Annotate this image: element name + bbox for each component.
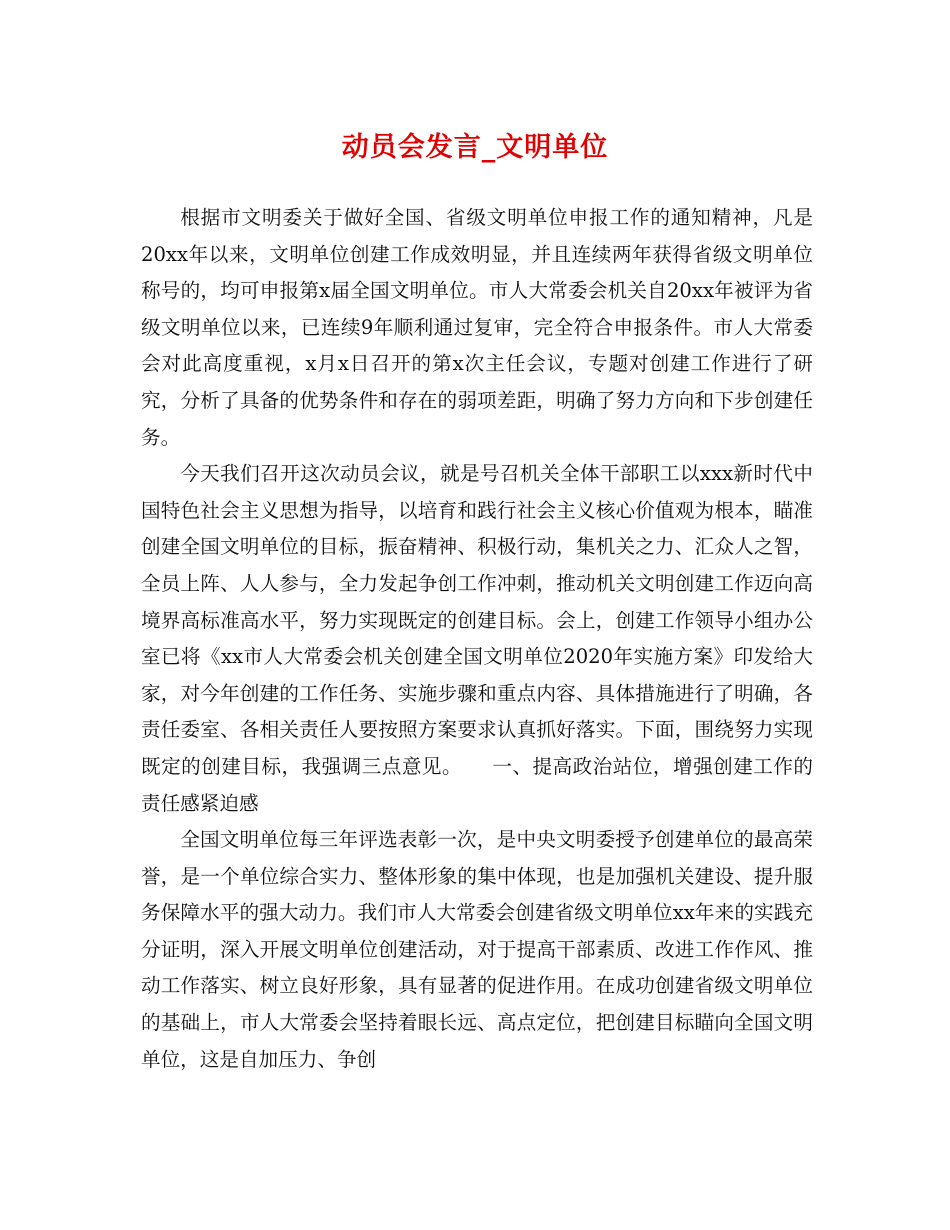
paragraph-1: 根据市文明委关于做好全国、省级文明单位申报工作的通知精神，凡是20xx年以来，文明单位创建工作成效明显，并且连续两年获得省级文明单位称号的，均可申报第x届全国文明单位。市人大常委会机关自20xx年被评为省级文明单位以来，已连续9年顺利通过复审，完全符合申报条件。市人大常委会对此高度重视，x月x日召开的第x次主任会议，专题对创建工作进行了研究，分析了具备的优势条件和存在的弱项差距，明确了努力方向和下步创建任务。 [141,206,813,449]
document-body [141,200,813,1078]
paragraph-2: 今天我们召开这次动员会议，就是号召机关全体干部职工以xxx新时代中国特色社会主义思想为指导，以培育和践行社会主义核心价值观为根本，瞄准创建全国文明单位的目标，振奋精神、积极行动，集机关之力、汇众人之智，全员上阵、人人参与，全力发起争创工作冲刺，推动机关文明创建工作迈向高境界高标准高水平，努力实现既定的创建目标。会上，创建工作领导小组办公室已将《xx市人大常委会机关创建全国文明单位2020年实施方案》印发给大家，对今年创建的工作任务、实施步骤和重点内容、具体措施进行了明确，各责任委室、各相关责任人要按照方案要求认真抓好落实。下面，围绕努力实现既定的创建目标，我强调三点意见。 一、提高政治站位，增强创建工作的责任感紧迫感 [141,462,813,815]
document-title: 动员会发言_文明单位 [341,132,609,163]
paragraph-3: 全国文明单位每三年评选表彰一次，是中央文明委授予创建单位的最高荣誉，是一个单位综合实力、整体形象的集中体现，也是加强机关建设、提升服务保障水平的强大动力。我们市人大常委会创建省级文明单位xx年来的实践充分证明，深入开展文明单位创建活动，对于提高干部素质、改进工作作风、推动工作落实、树立良好形象，具有显著的促进作用。在成功创建省级文明单位的基础上，市人大常委会坚持着眼长远、高点定位，把创建目标瞄向全国文明单位，这是自加压力、争创 [141,828,813,1071]
